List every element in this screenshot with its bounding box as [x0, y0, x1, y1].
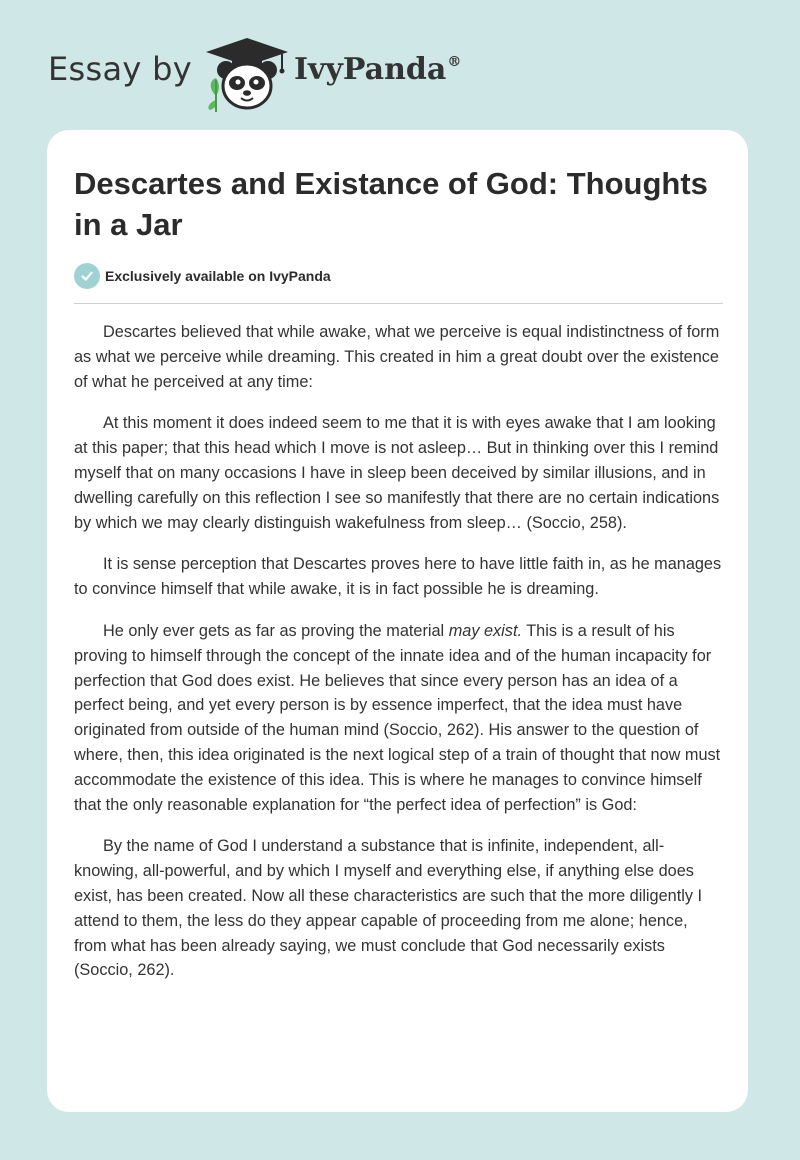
- essay-card: [47, 130, 748, 1112]
- paragraph: [74, 619, 723, 817]
- block-quote: At this moment it does indeed seem to me that it is with eyes awake that I am looking at this paper; that this head which I move is not asleep… But in thinking over this I remind myself that on many occasions I have in sleep been deceived by similar illusions, and in dwelling carefully on this reflection I see so manifestly that there are no certain indications by which we may clearly distinguish wakefulness from sleep… (Soccio, 258).: [74, 414, 720, 532]
- trademark-symbol: ®: [447, 54, 462, 70]
- emphasis-text: may exist.: [448, 621, 522, 640]
- essay-body: [74, 320, 723, 1000]
- check-circle-icon: [74, 263, 100, 289]
- essay-by-label: Essay by: [48, 50, 192, 88]
- divider: [74, 303, 723, 304]
- paragraph-text: He only ever gets as far as proving the material: [103, 621, 449, 640]
- brand-name-text: IvyPanda: [294, 52, 447, 87]
- badge-text: Exclusively available on IvyPanda: [105, 268, 331, 284]
- site-header: [0, 0, 800, 130]
- page-title: Descartes and Existance of God: Thoughts in a Jar: [74, 166, 708, 242]
- paragraph-text: This is a result of his proving to himself through the concept of the innate idea and of the human incapacity for perfection that God does exist. He believes that since every person has an idea of a perfect being, and yet every person is by essence imperfect, that the idea must have originated from outside of the human mind (Soccio, 262). His answer to the question of where, then, this idea originated is the next logical step of a train of thought that now must accommodate the existence of this idea. This is where he manages to convince himself that the only reasonable explanation for “the perfect idea of perfection” is God:: [74, 621, 721, 814]
- block-quote: By the name of God I understand a substance that is infinite, independent, all-knowing, all-powerful, and by which I myself and everything else, if anything else does exist, has been created. Now all these characteristics are such that the more diligently I attend to them, the less do they appear capable of proceeding from me alone; hence, from what has been already saying, we must conclude that God necessarily exists (Soccio, 262).: [74, 837, 703, 980]
- paragraph: Descartes believed that while awake, what we perceive is equal indistinctness of form as what we perceive while dreaming. This created in him a great doubt over the existence of what he perceived at any time:: [74, 323, 720, 391]
- panda-graduation-cap-icon[interactable]: [202, 36, 292, 112]
- paragraph: It is sense perception that Descartes proves here to have little faith in, as he manages to convince himself that while awake, it is in fact possible he is dreaming.: [74, 555, 722, 599]
- exclusive-badge: [74, 263, 331, 289]
- brand-name[interactable]: [294, 52, 461, 87]
